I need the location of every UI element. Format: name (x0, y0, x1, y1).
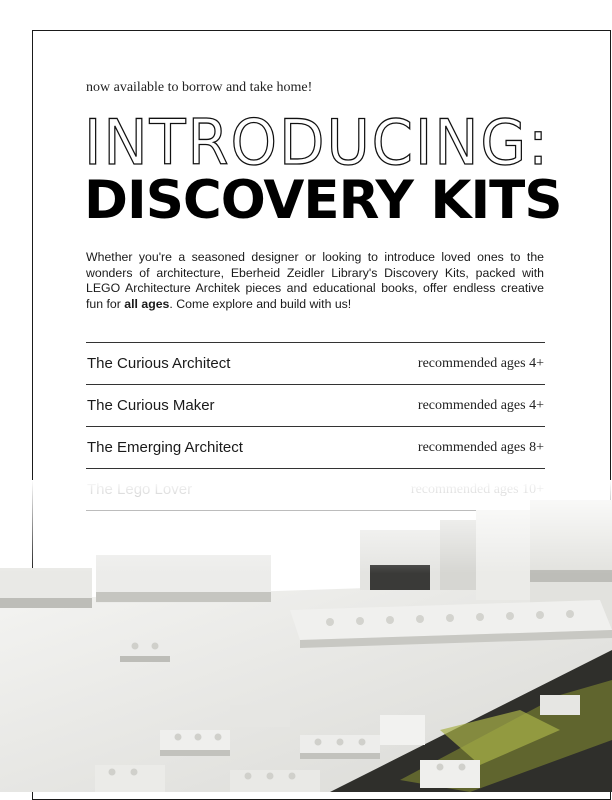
kit-row (86, 384, 545, 426)
page-title: DISCOVERY KITS (84, 170, 562, 231)
description-emphasis: all ages (124, 296, 170, 311)
kit-age: recommended ages 4+ (417, 356, 544, 371)
intro-heading-text: INTRODUCING: (84, 112, 550, 174)
kit-row (86, 426, 545, 468)
kit-age: recommended ages 4+ (417, 398, 544, 413)
kit-age: recommended ages 8+ (417, 440, 544, 455)
description-text-end: . Come explore and build with us! (169, 296, 352, 311)
tagline: now available to borrow and take home! (86, 80, 313, 95)
kit-name: The Curious Architect (87, 355, 231, 372)
kit-name: The Curious Maker (87, 397, 215, 414)
kit-row (86, 342, 545, 384)
kit-name: The Emerging Architect (87, 439, 243, 456)
description (86, 250, 544, 312)
intro-heading (82, 112, 552, 174)
lego-scene-illustration (0, 480, 612, 792)
lego-architecture-image (0, 480, 612, 792)
description-text: Whether you're a seasoned designer or looking to introduce loved ones to the wonders of architecture, Eberheid Zeidler Library's Discovery Kits, packed with LEGO Architecture Architek pieces and educational books, offer endless creative fun for (86, 250, 544, 311)
intro-heading-svg (82, 112, 552, 174)
